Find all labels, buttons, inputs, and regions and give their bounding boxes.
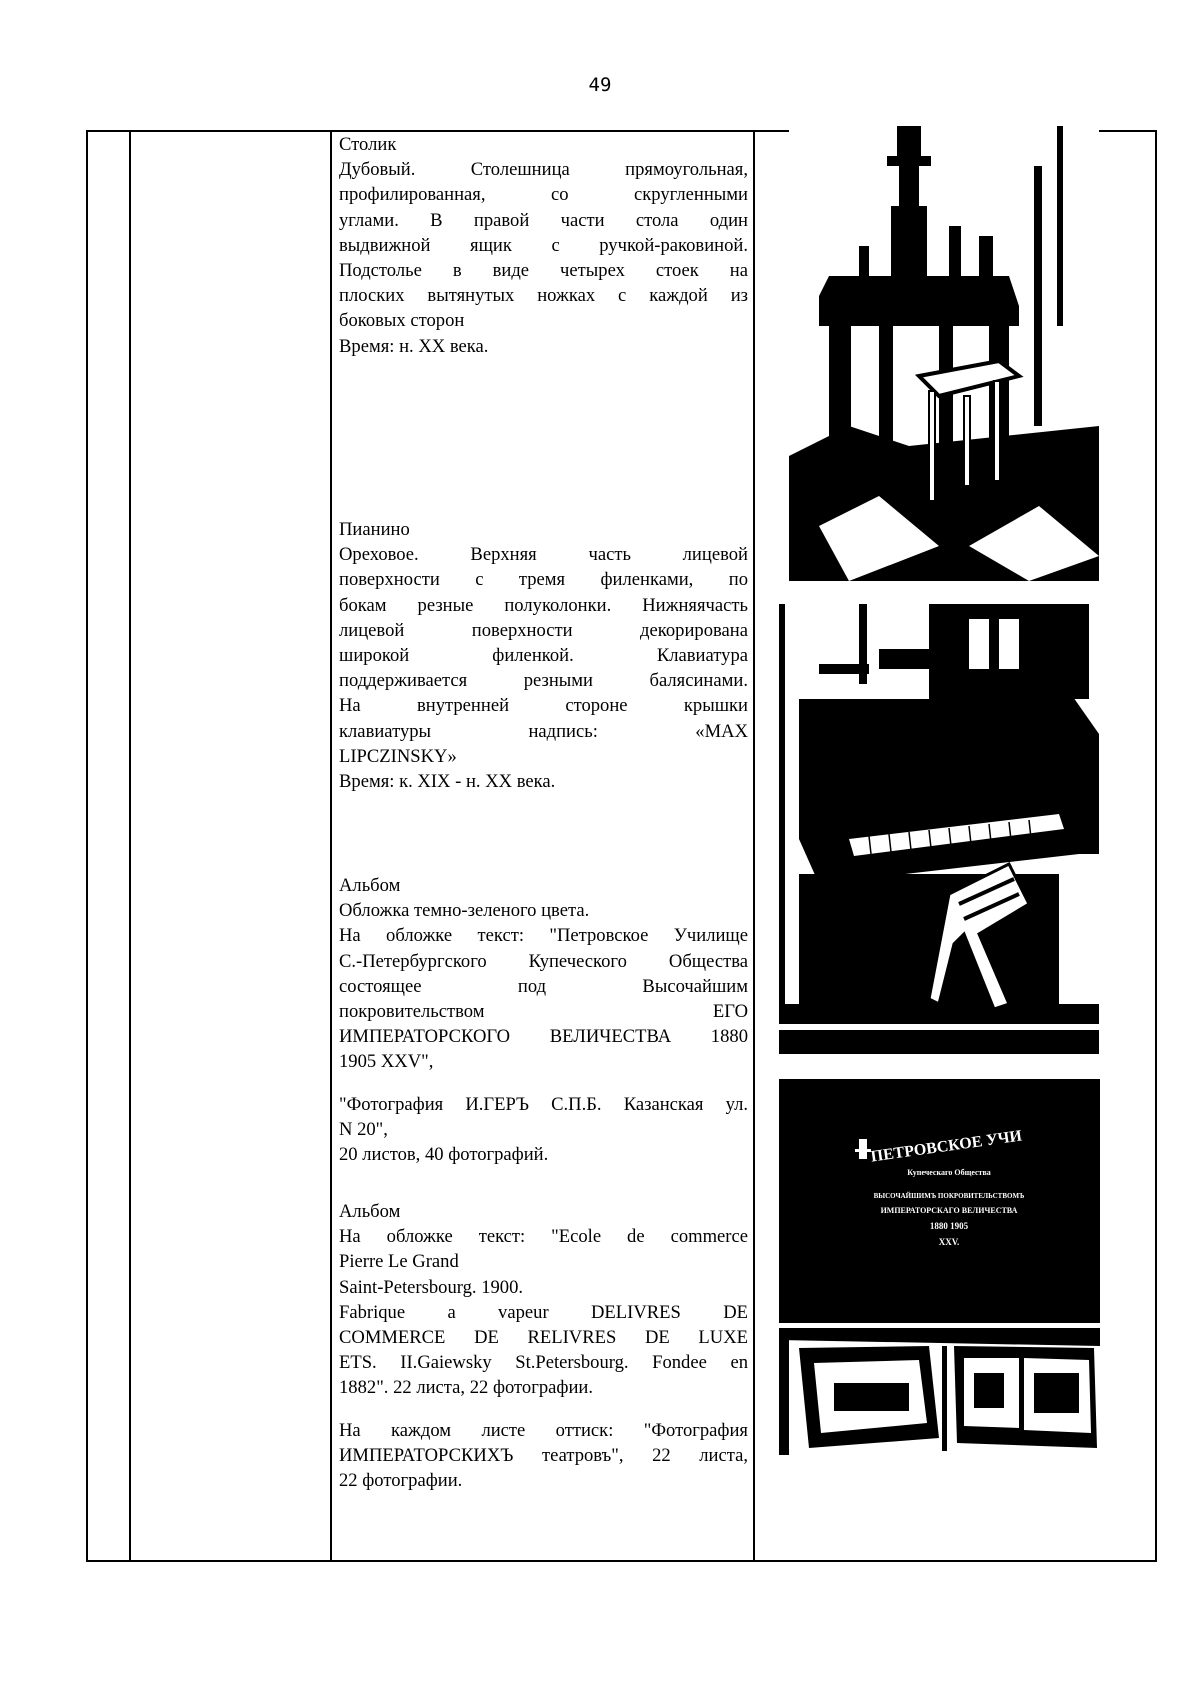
description-line: LIPCZINSKY» bbox=[339, 745, 457, 767]
item-title: Столик bbox=[339, 134, 397, 155]
description-line: На обложке текст: "Ecole de commerce bbox=[339, 1226, 748, 1248]
item-description-table bbox=[339, 132, 748, 359]
description-line: На обложке текст: "Петровское Училище bbox=[339, 925, 748, 947]
album-cover-text: ПЕТРОВСКОЕ УЧИ bbox=[869, 1127, 1024, 1166]
description-line: На каждом листе оттиск: "Фотография bbox=[339, 1419, 748, 1441]
description-line: лицевой поверхности декорирована bbox=[339, 619, 748, 641]
album-pages-photo bbox=[779, 1328, 1100, 1455]
album-cover-text: XXV. bbox=[938, 1237, 960, 1247]
column-divider-3 bbox=[753, 132, 755, 1560]
description-line: Подстолье в виде четырех стоек на bbox=[339, 260, 748, 282]
description-line: Дубовый. Столешница прямоугольная, bbox=[339, 159, 748, 181]
description-line: плоских вытянутых ножках с каждой из bbox=[339, 285, 748, 307]
description-line: поверхности с тремя филенками, по bbox=[339, 569, 748, 591]
item-time: Время: к. XIX - н. XX века. bbox=[339, 771, 556, 793]
item-title: Альбом bbox=[339, 1201, 401, 1222]
description-line: 20 листов, 40 фотографий. bbox=[339, 1144, 549, 1166]
album-cover-text: 1880 1905 bbox=[929, 1221, 969, 1231]
item-description-album-1 bbox=[339, 873, 748, 1167]
description-line: С.-Петербургского Купеческого Общества bbox=[339, 950, 748, 972]
page-number: 49 bbox=[588, 74, 612, 96]
description-line: состоящее под Высочайшим bbox=[339, 975, 748, 997]
item-title: Альбом bbox=[339, 875, 401, 896]
description-line: клавиатуры надпись: «MAX bbox=[339, 720, 748, 742]
item-description-album-2 bbox=[339, 1199, 748, 1493]
item-title: Пианино bbox=[339, 519, 410, 540]
item-description-piano bbox=[339, 517, 748, 794]
description-line: Pierre Le Grand bbox=[339, 1251, 459, 1273]
description-line: покровительством ЕГО bbox=[339, 1001, 748, 1023]
table-photo bbox=[789, 126, 1099, 581]
description-line: 22 фотографии. bbox=[339, 1470, 463, 1492]
piano-photo bbox=[779, 604, 1099, 1054]
description-line: поддерживается резными балясинами. bbox=[339, 670, 748, 692]
description-line: боковых сторон bbox=[339, 310, 465, 332]
description-line: Saint-Petersbourg. 1900. bbox=[339, 1276, 524, 1298]
item-time: Время: н. XX века. bbox=[339, 335, 489, 357]
description-line: ИМПЕРАТОРСКОГО ВЕЛИЧЕСТВА 1880 bbox=[339, 1026, 748, 1048]
description-line: углами. В правой части стола один bbox=[339, 209, 748, 231]
description-line: ETS. II.Gaiewsky St.Petersbourg. Fondee en bbox=[339, 1352, 748, 1374]
description-line: 1905 XXV", bbox=[339, 1051, 434, 1073]
description-line: Обложка темно-зеленого цвета. bbox=[339, 900, 590, 922]
album-cover-text: Купеческаго Общества bbox=[907, 1168, 991, 1177]
description-line: бокам резные полуколонки. Нижняячасть bbox=[339, 594, 748, 616]
description-line: выдвижной ящик с ручкой-раковиной. bbox=[339, 234, 748, 256]
album-cover-photo bbox=[779, 1079, 1100, 1323]
album-cover-text: ВЫСОЧАЙШИМЪ ПОКРОВИТЕЛЬСТВОМЪ bbox=[873, 1192, 1025, 1200]
description-line: профилированная, со скругленными bbox=[339, 184, 748, 206]
description-line: COMMERCE DE RELIVRES DE LUXE bbox=[339, 1327, 748, 1349]
description-line: Ореховое. Верхняя часть лицевой bbox=[339, 544, 748, 566]
description-line: ИМПЕРАТОРСКИХЪ театровъ", 22 листа, bbox=[339, 1444, 748, 1466]
description-line: На внутренней стороне крышки bbox=[339, 695, 748, 717]
description-line: широкой филенкой. Клавиатура bbox=[339, 645, 748, 667]
description-line: Fabrique a vapeur DELIVRES DE bbox=[339, 1301, 748, 1323]
column-divider-1 bbox=[129, 132, 131, 1560]
column-divider-2 bbox=[330, 132, 332, 1560]
description-line: 1882". 22 листа, 22 фотографии. bbox=[339, 1377, 593, 1399]
album-cover-text: ИМПЕРАТОРСКАГО ВЕЛИЧЕСТВА bbox=[880, 1206, 1018, 1215]
description-line: "Фотография И.ГЕРЪ С.П.Б. Казанская ул. bbox=[339, 1093, 748, 1115]
description-line: N 20", bbox=[339, 1118, 388, 1140]
